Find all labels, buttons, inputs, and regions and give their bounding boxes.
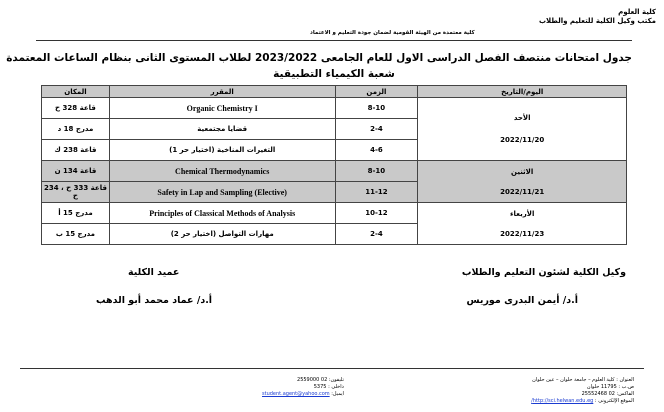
course-cell: Principles of Classical Methods of Analysis [109,203,335,224]
faculty-header [539,8,656,26]
vice-dean-name: أ.د/ أيمن البدرى موريس [466,295,578,306]
accreditation-note: كلية معتمدة من الهيئة القومية لضمان جودة التعليم و الاعتماد [310,30,475,36]
footer-fax: الفاكس: 02 25552468 [581,391,634,397]
header-time: الزمن [335,86,418,98]
time-cell: 11-12 [335,182,418,203]
day-name: الأحد [513,114,531,122]
day-date: 2022/11/20 [500,136,545,144]
place-cell: قاعة 333 ح ، 234 ح [42,182,110,203]
footer-phone: تليفون: 02 2559000 [297,377,344,383]
course-cell: Safety in Lap and Sampling (Elective) [109,182,335,203]
department-title: شعبة الكيمياء التطبيقية [273,68,395,80]
time-cell: 4-6 [335,140,418,161]
time-cell: 8-10 [335,98,418,119]
place-cell: قاعة 238 ك [42,140,110,161]
course-cell: التغيرات المناخية (اختيار حر 1) [109,140,335,161]
day-date: 2022/11/21 [500,187,545,196]
table-header-row [42,86,627,98]
footer-address-block [531,377,634,405]
course-cell: Chemical Thermodynamics [109,161,335,182]
footer-email-link[interactable]: student.agent@yahoo.com [262,391,330,397]
place-cell: قاعة 134 ن [42,161,110,182]
vice-dean-title: وكيل الكلية لشئون التعليم والطلاب [461,267,626,278]
place-cell: مدرج 15 ب [42,224,110,245]
course-cell: Organic Chemistry I [109,98,335,119]
document-title: جدول امتحانات منتصف الفصل الدراسى الاول للعام الجامعى 2023/2022 لطلاب المستوى الثانى بنظام الساعات المعتمدة [6,52,632,64]
day-cell [418,161,627,203]
time-cell: 8-10 [335,161,418,182]
course-cell: قضايا مجتمعية [109,119,335,140]
table-row [42,203,627,224]
faculty-name: كلية العلوم [618,8,656,16]
table-row [42,98,627,119]
day-date: 2022/11/23 [500,229,545,238]
header-divider [36,40,632,41]
place-cell: مدرج 15 أ [42,203,110,224]
footer-website-link[interactable]: http://sci.helwan.edu.eg/ [531,398,594,404]
time-cell: 2-4 [335,119,418,140]
day-name: الاثنين [511,167,534,176]
footer-email-row [262,391,344,398]
table-row [42,161,627,182]
exam-schedule-table [41,85,627,245]
footer-ext: داخلى : 5375 [313,384,344,390]
footer-divider [20,368,644,369]
footer-email-label: ايميل: [331,391,344,397]
office-name: مكتب وكيل الكلية للتعليم والطلاب [538,17,656,25]
day-cell [418,203,627,245]
footer-website-label: الموقع الإلكترونى : [594,398,634,404]
dean-name: أ.د/ عماد محمد أبو الدهب [96,295,213,306]
place-cell: مدرج 18 د [42,119,110,140]
footer-website-row [531,398,634,405]
footer-contact-block [262,377,344,398]
dean-title: عميد الكلية [128,267,180,278]
place-cell: قاعة 328 ح [42,98,110,119]
day-cell [418,98,627,161]
header-place: المكان [42,86,110,98]
time-cell: 2-4 [335,224,418,245]
footer-address: العنوان : كلية العلوم – جامعة حلوان – عين حلوان [532,377,634,383]
time-cell: 10-12 [335,203,418,224]
footer-pobox: ص.ب : 11795 حلوان [586,384,634,390]
header-course: المقرر [109,86,335,98]
header-day-date: اليوم/التاريخ [418,86,627,98]
day-name: الأربعاء [509,209,535,218]
course-cell: مهارات التواصل (اختيار حر 2) [109,224,335,245]
